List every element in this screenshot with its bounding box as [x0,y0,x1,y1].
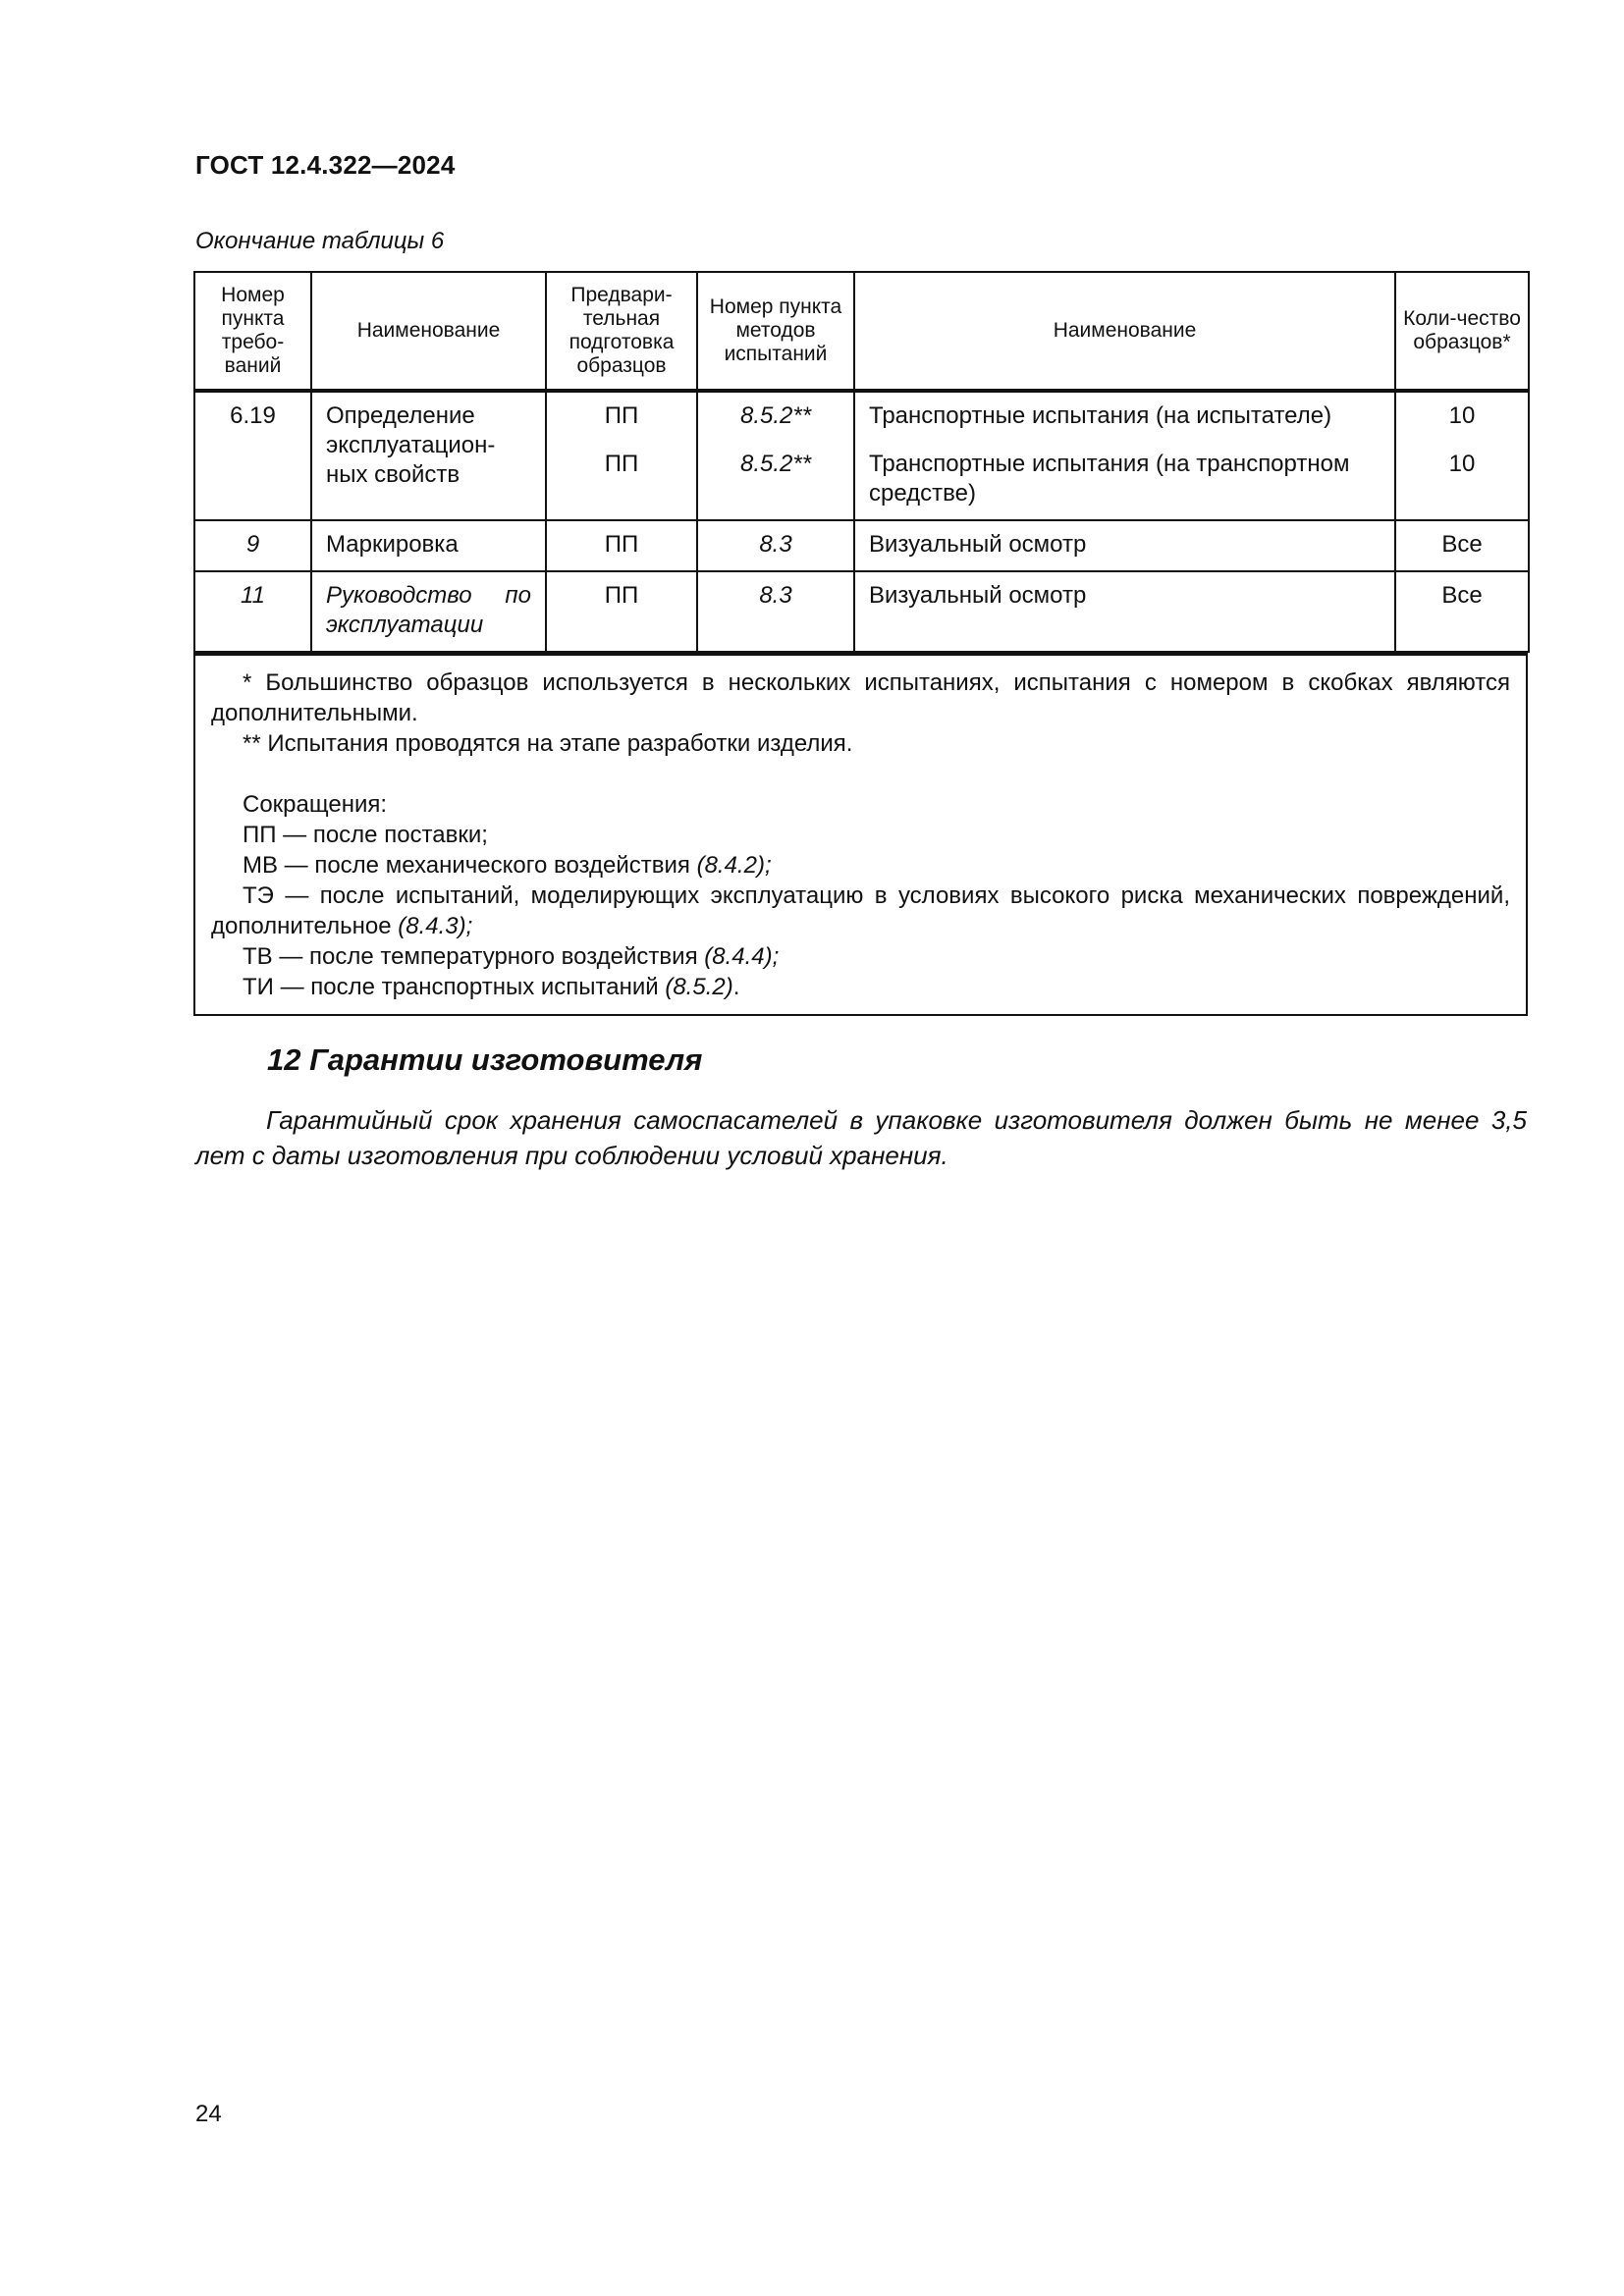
cell-req-name: Руководство по эксплуатации [311,571,546,652]
notes-spacer [211,759,1510,789]
abbreviations-title: Сокращения: [243,791,388,818]
abbreviation-ref: (8.4.3); [398,913,473,939]
abbreviation-item [211,820,1510,850]
column-header-quantity: Коли-чество образцов* [1395,272,1529,391]
table-row [194,391,1529,520]
cell-line: 10 [1448,451,1476,477]
abbreviation-text: ПП — после поставки; [243,822,488,848]
abbreviation-item [211,850,1510,881]
cell-line: 8.5.2** [739,402,812,429]
cell-method-name: Визуальный осмотр [854,520,1395,571]
abbreviation-text: МВ — после механического воздействия [243,852,697,879]
cell-preparation: ПП [546,571,697,652]
cell-req-name: Определение эксплуатацион-ных свойств [311,391,546,520]
requirements-table-container [193,271,1528,1016]
cell-quantity [1395,391,1529,520]
cell-method-name [854,391,1395,520]
abbreviation-item [211,941,1510,972]
abbreviation-text: ТЭ — после испытаний, моделирующих эксплуатацию в условиях высокого риска механических повреждений, дополнительное [211,882,1510,939]
cell-method-no: 8.3 [697,520,854,571]
cell-line: ПП [604,451,639,477]
cell-req-no: 6.19 [194,391,311,520]
abbreviation-text: ТИ — после транспортных испытаний [243,974,666,1000]
table-row [194,520,1529,571]
page-number: 24 [195,2101,222,2127]
abbreviation-text: ТВ — после температурного воздействия [243,943,705,970]
column-header-method-name: Наименование [854,272,1395,391]
section-heading: 12 Гарантии изготовителя [267,1042,703,1077]
abbreviation-ref: (8.4.4); [704,943,780,970]
cell-line: Транспортные испытания (на испытателе) [869,402,1332,429]
cell-method-name: Визуальный осмотр [854,571,1395,652]
abbreviation-tail: . [732,974,740,1000]
table-notes [193,653,1528,1016]
cell-req-name: Маркировка [311,520,546,571]
column-header-req-no: Номер пункта требо-ваний [194,272,311,391]
cell-preparation: ПП [546,520,697,571]
column-header-req-name: Наименование [311,272,546,391]
section-paragraph: Гарантийный срок хранения самоспасателей в упаковке изготовителя должен быть не менее 3,5 лет с даты изготовления при соблюдении условий хранения. [195,1105,1527,1170]
column-header-preparation: Предвари-тельная подготовка образцов [546,272,697,391]
cell-quantity: Все [1395,520,1529,571]
cell-line: 8.5.2** [739,451,812,477]
cell-line: 10 [1448,402,1476,429]
cell-line: Транспортные испытания (на транспортном средстве) [869,451,1350,507]
abbreviation-ref: (8.4.2); [696,852,772,879]
table-caption: Окончание таблицы 6 [195,228,445,254]
column-header-method-no: Номер пункта методов испытаний [697,272,854,391]
footnote: ** Испытания проводятся на этапе разработки изделия. [243,730,853,757]
document-code: ГОСТ 12.4.322—2024 [195,150,456,180]
table-row [194,571,1529,652]
cell-line: ПП [604,402,639,429]
table-header-row [194,272,1529,391]
cell-quantity: Все [1395,571,1529,652]
cell-method-no [697,391,854,520]
cell-req-no: 11 [194,571,311,652]
cell-method-no: 8.3 [697,571,854,652]
abbreviation-item [211,972,1510,1002]
cell-preparation [546,391,697,520]
abbreviation-item [211,881,1510,941]
requirements-table [193,271,1530,653]
footnote: * Большинство образцов используется в нескольких испытаниях, испытания с номером в скобках являются дополнительными. [211,669,1510,726]
abbreviation-ref: (8.5.2) [665,974,733,1000]
cell-req-no: 9 [194,520,311,571]
